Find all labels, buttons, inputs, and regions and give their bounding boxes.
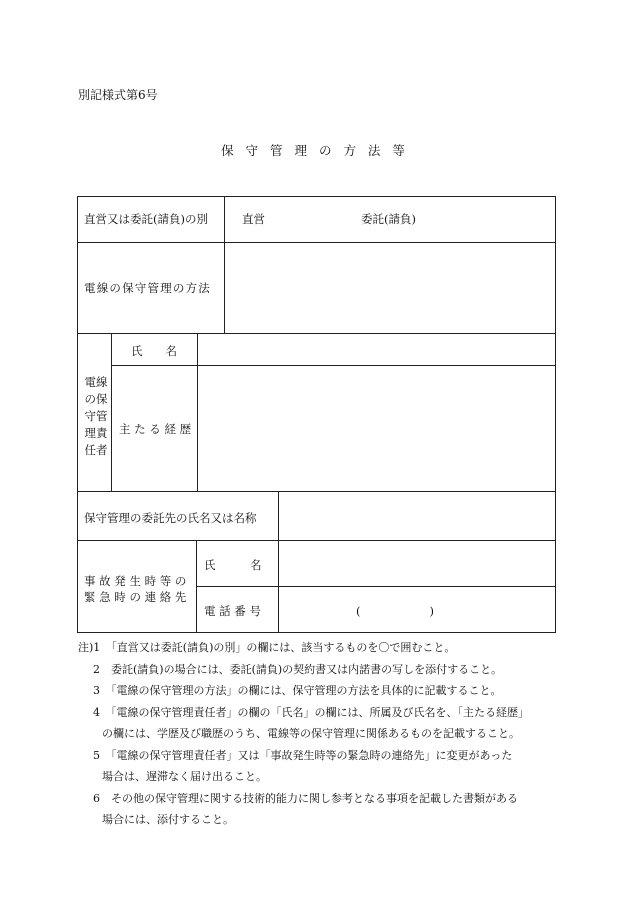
option-contract[interactable]: 委託(請負) — [361, 212, 416, 226]
note-1: 注)1 「直営又は委託(請負)の別」の欄には、該当するものを〇で囲むこと。 — [78, 641, 456, 654]
emergency-phone-field[interactable]: ( ) — [356, 604, 434, 618]
form-number: 別記様式第6号 — [78, 88, 158, 102]
note-5: 5 「電線の保守管理責任者」又は「事故発生時等の緊急時の連絡先」に変更があった — [93, 748, 513, 762]
table-border-bottom — [77, 632, 556, 633]
responsible-name-field[interactable] — [202, 338, 550, 362]
table-border-top — [77, 196, 556, 197]
note-4-cont: の欄には、学歴及び職歴のうち、電線等の保守管理に関係あるものを記載すること。 — [102, 727, 520, 740]
emergency-label-line1: 事 故 発 生 時 等 の — [84, 574, 187, 588]
col-divider — [111, 333, 112, 492]
operation-type-label: 直営又は委託(請負)の別 — [84, 212, 208, 226]
maintenance-method-field[interactable] — [229, 247, 549, 327]
option-direct[interactable]: 直営 — [242, 212, 265, 226]
row-divider — [196, 586, 556, 587]
note-2: 2 委託(請負)の場合には、委託(請負)の契約書又は内諾書の写しを添付すること。 — [93, 662, 503, 676]
contractor-field[interactable] — [283, 496, 549, 536]
row-divider — [111, 365, 556, 366]
table-border-left — [77, 196, 78, 633]
row-divider — [77, 333, 556, 334]
operation-type-field[interactable] — [229, 206, 549, 230]
note-5-cont: 場合は、遅滞なく届け出ること。 — [102, 770, 267, 783]
maintenance-method-label: 電線の保守管理の方法 — [84, 281, 211, 295]
row-divider — [77, 540, 556, 541]
emergency-name-label: 氏 名 — [204, 558, 262, 572]
emergency-name-field[interactable] — [283, 545, 549, 581]
note-4: 4 「電線の保守管理責任者」の欄の「氏名」の欄には、所属及び氏名を、「主たる経歴」 — [93, 705, 529, 719]
career-field[interactable] — [202, 370, 550, 486]
col-divider — [224, 196, 225, 334]
document-title: 保 守 管 理 の 方 法 等 — [221, 143, 409, 158]
row-divider — [77, 242, 556, 243]
table-border-right — [555, 196, 556, 633]
note-6-cont: 場合には、添付すること。 — [102, 813, 234, 826]
row-divider — [77, 491, 556, 492]
note-3: 3 「電線の保守管理の方法」の欄には、保守管理の方法を具体的に記載すること。 — [93, 684, 502, 697]
notes-section — [78, 637, 578, 831]
emergency-phone-label: 電 話 番 号 — [204, 604, 261, 618]
responsible-person-label: 電線 の保 守管 理責 任者 — [84, 375, 108, 457]
emergency-label-line2: 緊 急 時 の 連 絡 先 — [84, 590, 187, 604]
note-6: 6 その他の保守管理に関する技術的能力に関し参考となる事項を記載した書類がある — [93, 791, 518, 805]
col-divider — [196, 540, 197, 633]
contractor-label: 保守管理の委託先の氏名又は名称 — [84, 511, 257, 525]
col-divider — [197, 333, 198, 492]
responsible-name-label: 氏 名 — [131, 344, 177, 358]
col-divider — [278, 491, 279, 633]
career-label: 主 た る 経 歴 — [119, 422, 192, 436]
